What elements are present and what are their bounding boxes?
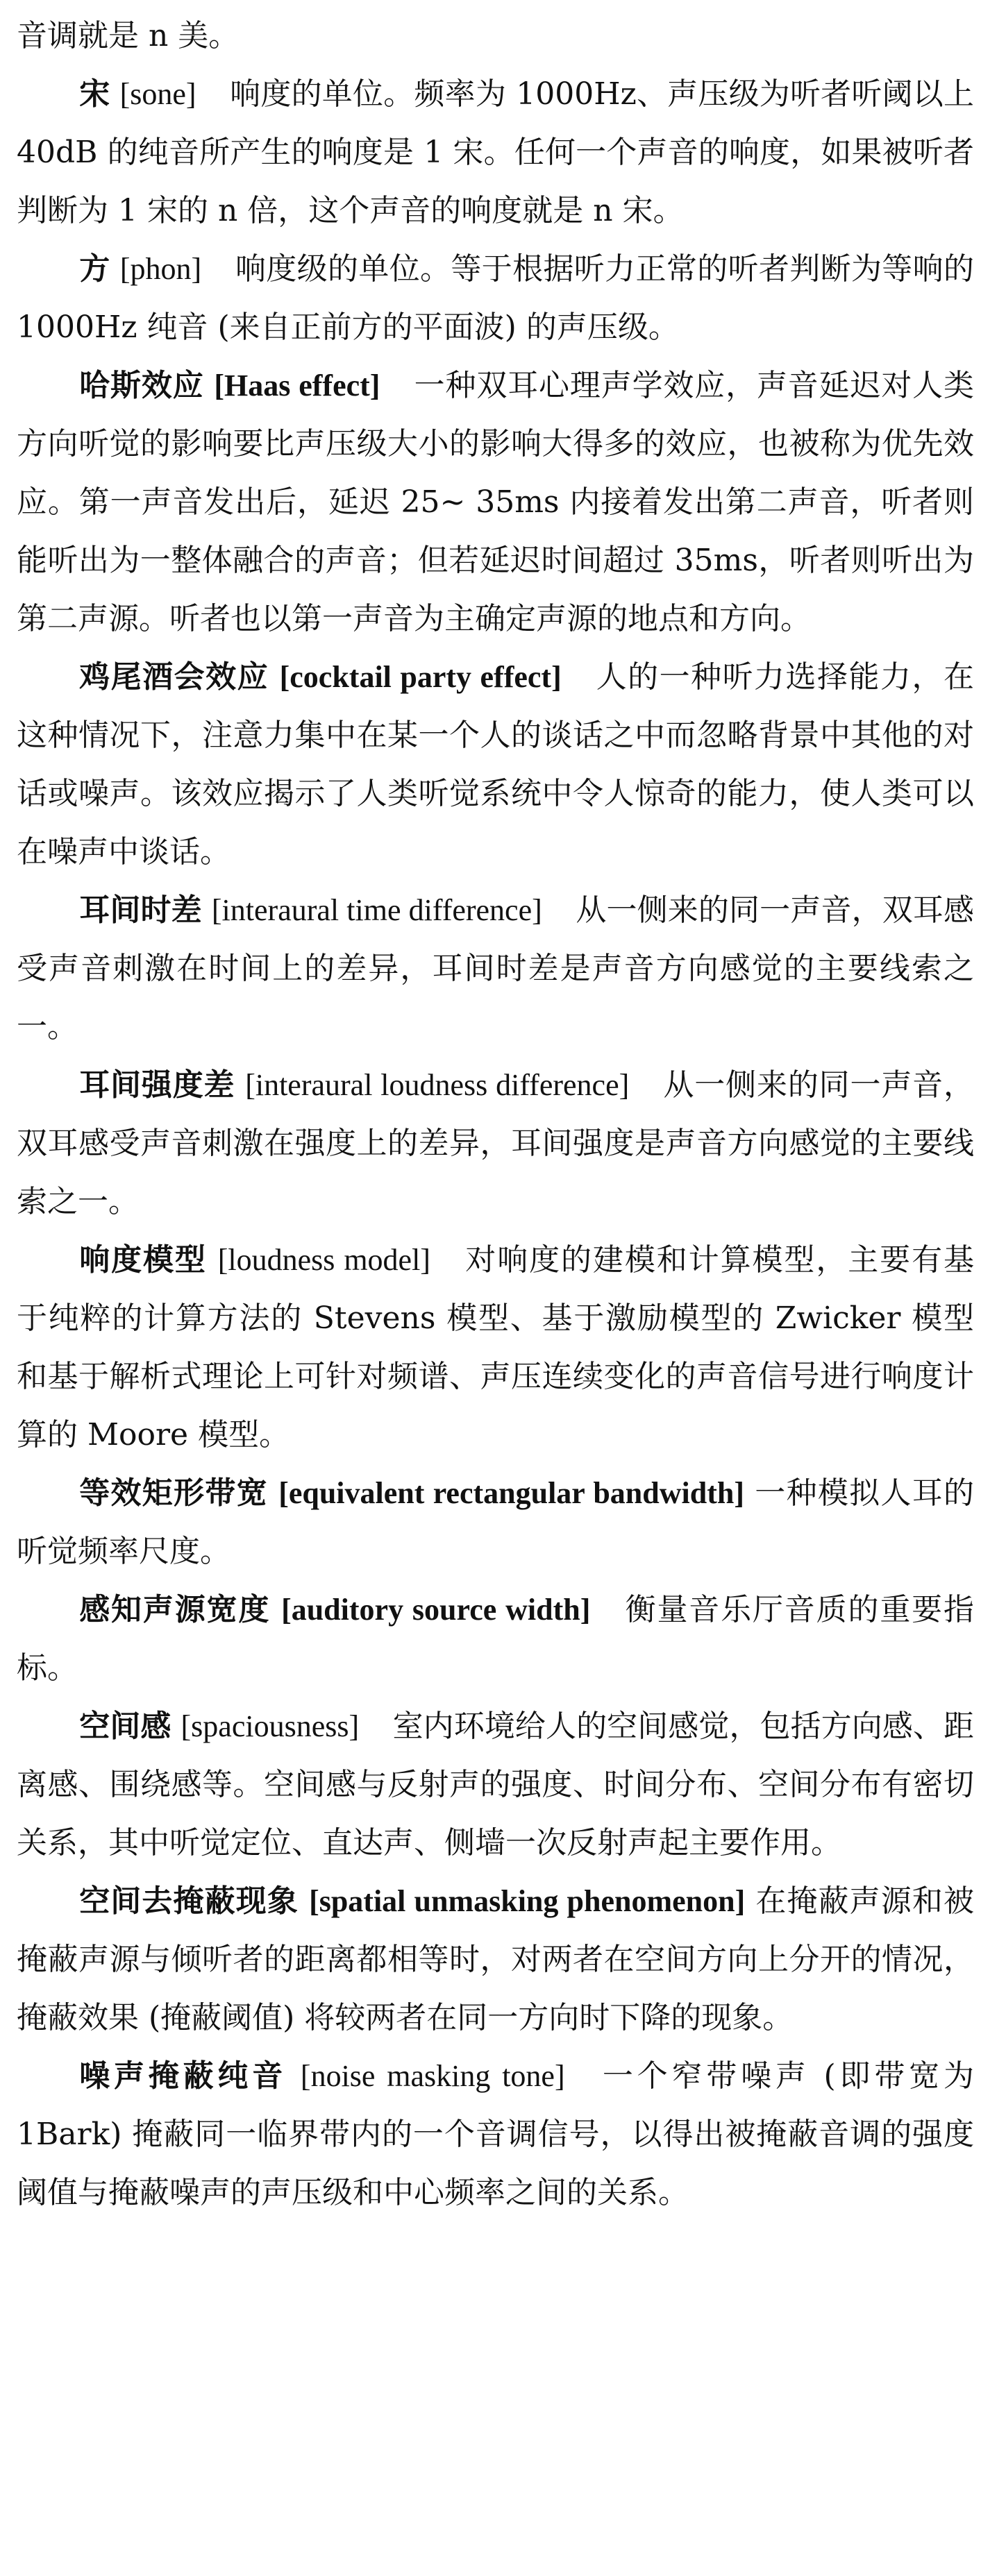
- entry-spaciousness: [17, 1697, 974, 1872]
- entry-spatial-unmasking-phenomenon: [17, 1872, 974, 2047]
- entry-definition: 响度的单位。频率为 1000Hz、声压级为听者听阈以上 40dB 的纯音所产生的响度是 1 宋。任何一个声音的响度，如果被听者判断为 1 宋的 n 倍，这个声音的响度就是 n 宋。: [17, 76, 975, 228]
- entry-phon: [17, 240, 974, 357]
- entry-headword: 空间感: [79, 1709, 171, 1744]
- entry-equivalent-rectangular-bandwidth: [17, 1464, 974, 1581]
- entry-headword: 耳间时差: [79, 892, 202, 928]
- entry-noise-masking-tone: [17, 2047, 974, 2222]
- entry-definition: 从一侧来的同一声音，双耳感受声音刺激在强度上的差异，耳间强度是声音方向感觉的主要线索之一。: [17, 1067, 974, 1219]
- entry-english-term: [spaciousness]: [181, 1709, 360, 1743]
- entry-headword: 等效矩形带宽: [79, 1475, 268, 1511]
- entry-definition: 衡量音乐厅音质的重要指标。: [17, 1592, 974, 1686]
- entry-cocktail-party-effect: [17, 648, 974, 881]
- entry-headword: 鸡尾酒会效应: [79, 659, 269, 695]
- entry-headword: 噪声掩蔽纯音: [79, 2058, 287, 2094]
- entry-headword: 方: [79, 251, 110, 287]
- entry-english-term: [phon]: [119, 252, 202, 286]
- entry-english-term: [sone]: [119, 77, 196, 111]
- entry-definition: 在掩蔽声源和被掩蔽声源与倾听者的距离都相等时，对两者在空间方向上分开的情况，掩蔽效果 (掩蔽阈值) 将较两者在同一方向时下降的现象。: [17, 1883, 974, 2035]
- entry-english-term: [spatial unmasking phenomenon]: [309, 1884, 746, 1918]
- entry-definition: 从一侧来的同一声音，双耳感受声音刺激在时间上的差异，耳间时差是声音方向感觉的主要线索之一。: [17, 892, 975, 1044]
- entry-definition: 对响度的建模和计算模型，主要有基于纯粹的计算方法的 Stevens 模型、基于激励模型的 Zwicker 模型和基于解析式理论上可针对频谱、声压连续变化的声音信号进行响度计算的 Moore 模型。: [17, 1242, 974, 1452]
- entry-auditory-source-width: [17, 1581, 974, 1697]
- entry-english-term: [interaural time difference]: [211, 893, 542, 927]
- entry-headword: 空间去掩蔽现象: [79, 1883, 299, 1919]
- entry-english-term: [noise masking tone]: [300, 2059, 565, 2093]
- entry-headword: 哈斯效应: [79, 368, 204, 403]
- entry-definition: 一个窄带噪声 (即带宽为 1Bark) 掩蔽同一临界带内的一个音调信号，以得出被掩蔽音调的强度阈值与掩蔽噪声的声压级和中心频率之间的关系。: [17, 2058, 974, 2210]
- entry-headword: 感知声源宽度: [79, 1592, 271, 1627]
- entry-definition: 响度级的单位。等于根据听力正常的听者判断为等响的 1000Hz 纯音 (来自正前方的平面波) 的声压级。: [17, 251, 975, 345]
- entry-definition: 人的一种听力选择能力，在这种情况下，注意力集中在某一个人的谈话之中而忽略背景中其他的对话或噪声。该效应揭示了人类听觉系统中令人惊奇的能力，使人类可以在噪声中谈话。: [17, 659, 974, 870]
- entry-loudness-model: [17, 1231, 974, 1464]
- entry-definition: 一种模拟人耳的听觉频率尺度。: [17, 1475, 974, 1569]
- entry-definition: 一种双耳心理声学效应，声音延迟对人类方向听觉的影响要比声压级大小的影响大得多的效应，也被称为优先效应。第一声音发出后，延迟 25∼ 35ms 内接着发出第二声音，听者则能听出为一整体融合的声音；但若延迟时间超过 35ms，听者则听出为第二声源。听者也以第一声音为主确定声源的地点和方向。: [17, 368, 975, 636]
- entry-english-term: [loudness model]: [217, 1243, 430, 1277]
- entry-interaural-time-difference: [17, 881, 974, 1056]
- entry-sone: [17, 65, 974, 240]
- entry-english-term: [Haas effect]: [214, 368, 380, 402]
- entry-definition: 室内环境给人的空间感觉，包括方向感、距离感、围绕感等。空间感与反射声的强度、时间分布、空间分布有密切关系，其中听觉定位、直达声、侧墙一次反射声起主要作用。: [17, 1709, 975, 1861]
- entry-headword: 响度模型: [79, 1242, 207, 1278]
- entry-english-term: [interaural loudness difference]: [245, 1068, 630, 1102]
- entry-headword: 宋: [79, 76, 110, 112]
- entry-text: 音调就是 n 美。: [17, 18, 240, 53]
- entry-haas-effect: [17, 357, 974, 648]
- entry-continuation: [17, 7, 974, 65]
- entry-interaural-loudness-difference: [17, 1056, 974, 1231]
- entry-english-term: [auditory source width]: [281, 1593, 591, 1627]
- entry-headword: 耳间强度差: [79, 1067, 235, 1103]
- entry-english-term: [cocktail party effect]: [279, 660, 562, 694]
- entry-english-term: [equivalent rectangular bandwidth]: [278, 1476, 744, 1510]
